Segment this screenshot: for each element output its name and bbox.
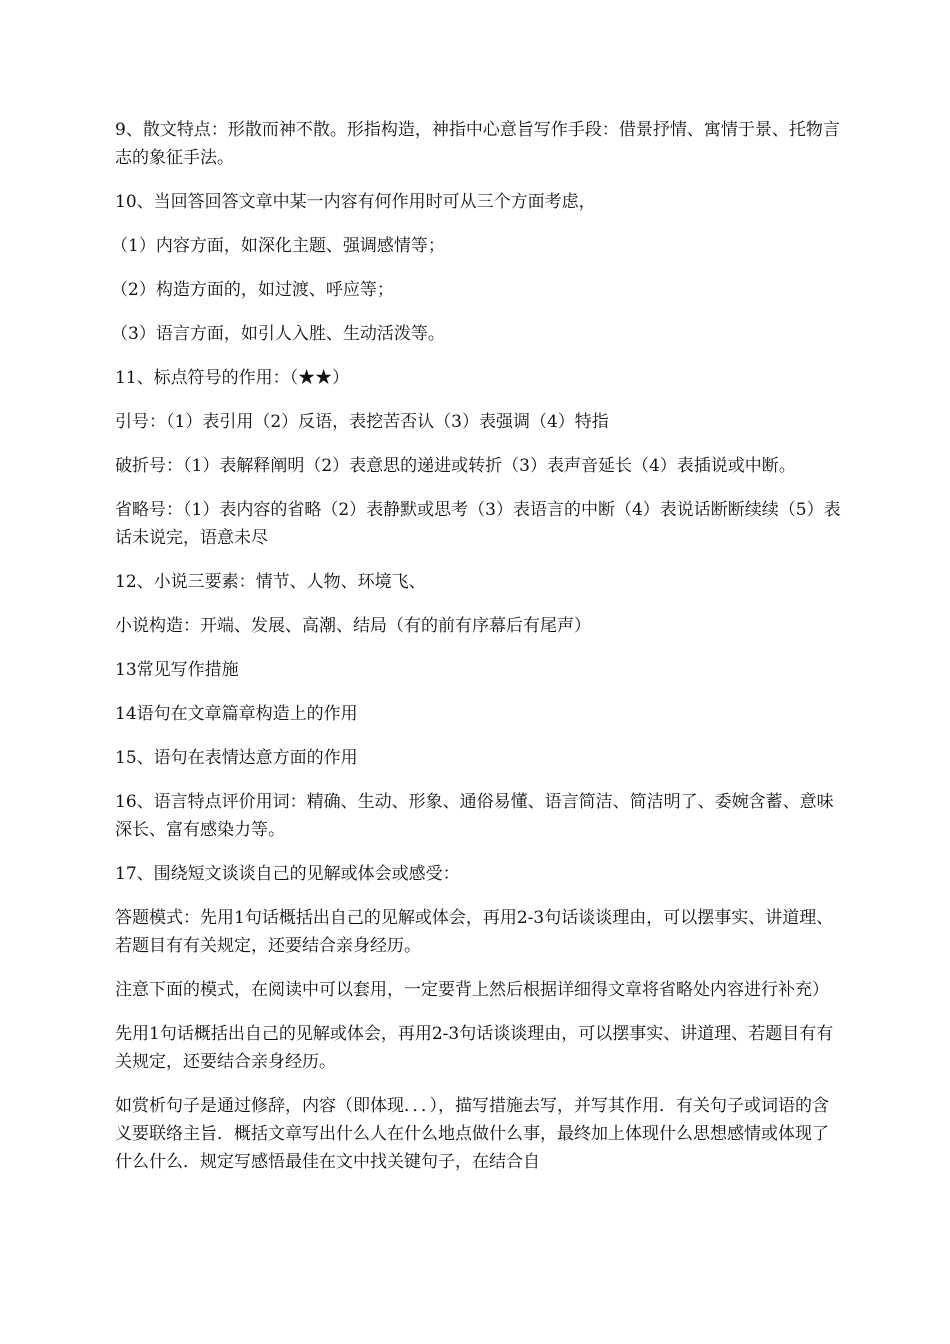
paragraph-10-function-question: 10、当回答回答文章中某一内容有何作用时可从三个方面考虑，: [115, 192, 596, 212]
paragraph-novel-structure: 小说构造：开端、发展、高潮、结局（有的前有序幕后有尾声）: [115, 616, 591, 636]
paragraph-quotation-marks: 引号：（1）表引用（2）反语，表挖苦否认（3）表强调（4）特指: [115, 412, 609, 432]
paragraph-14-sentence-structure: 14语句在文章篇章构造上的作用: [115, 704, 358, 724]
paragraph-appreciation: 如赏析句子是通过修辞，内容（即体现．．．），描写措施去写，并写其作用．有关句子或词语的含义要联络主旨．概括文章写出什么人在什么地点做什么事，最终加上体现什么思想感情或体现了什么什么．规定写感悟最佳在文中找关键句子，在结合自: [115, 1096, 829, 1172]
document-body: [111, 116, 845, 1192]
paragraph-16-language-features: 16、语言特点评价用词：精确、生动、形象、通俗易懂、语言简洁、简洁明了、委婉含蓄、意味深长、富有感染力等。: [115, 792, 834, 840]
paragraph-10-item-3: （3）语言方面，如引人入胜、生动活泼等。: [111, 324, 445, 344]
paragraph-note-pattern: 注意下面的模式，在阅读中可以套用，一定要背上然后根据详细得文章将省略处内容进行补充）: [115, 980, 829, 1000]
paragraph-10-item-2: （2）构造方面的，如过渡、呼应等；: [111, 280, 394, 300]
paragraph-pattern-repeat: 先用1句话概括出自己的见解或体会，再用2-3句话谈谈理由，可以摆事实、讲道理、若题目有有关规定，还要结合亲身经历。: [115, 1024, 834, 1072]
paragraph-12-novel-elements: 12、小说三要素：情节、人物、环境飞、: [115, 572, 426, 592]
paragraph-ellipsis: 省略号：（1）表内容的省略（2）表静默或思考（3）表语言的中断（4）表说话断断续续（5）表话未说完，语意未尽: [115, 500, 841, 548]
paragraph-11-punctuation: 11、标点符号的作用：（★★）: [115, 368, 350, 388]
paragraph-17-opinion: 17、围绕短文谈谈自己的见解或体会或感受：: [115, 864, 460, 884]
paragraph-15-sentence-expression: 15、语句在表情达意方面的作用: [115, 748, 358, 768]
paragraph-answer-pattern: 答题模式：先用1句话概括出自己的见解或体会，再用2-3句话谈谈理由，可以摆事实、讲道理、若题目有有关规定，还要结合亲身经历。: [115, 908, 834, 956]
paragraph-dash: 破折号：（1）表解释阐明（2）表意思的递进或转折（3）表声音延长（4）表插说或中断。: [115, 456, 796, 476]
paragraph-10-item-1: （1）内容方面，如深化主题、强调感情等；: [111, 236, 445, 256]
paragraph-9-prose-features: 9、散文特点：形散而神不散。形指构造，神指中心意旨写作手段：借景抒情、寓情于景、托物言志的象征手法。: [115, 120, 840, 168]
paragraph-13-writing-methods: 13常见写作措施: [115, 660, 239, 680]
